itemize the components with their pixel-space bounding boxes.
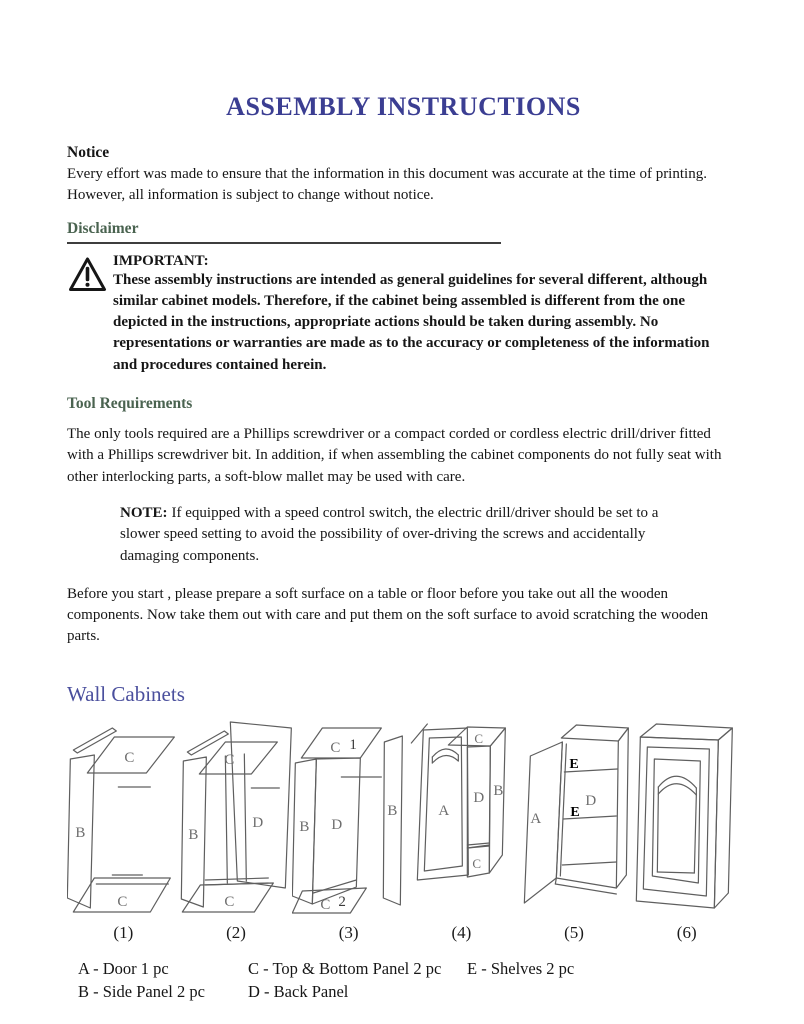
cabinet-diagram-2 bbox=[180, 715, 293, 943]
diagram-caption-3: (3) bbox=[338, 922, 359, 942]
legend-item-d: D - Back Panel bbox=[248, 981, 349, 1001]
page-title: ASSEMBLY INSTRUCTIONS bbox=[226, 92, 581, 121]
assembly-diagram-row bbox=[67, 715, 743, 943]
svg-text:D: D bbox=[331, 816, 343, 833]
parts-legend bbox=[78, 959, 740, 1002]
diagram-caption-6: (6) bbox=[676, 922, 697, 942]
tool-requirements-body: The only tools required are a Phillips screwdriver or a compact corded or cordless electric drill/driver fitted with a Phillips screwdriver bit. In addition, if when assembling the cabinet components do not fully seat with other interlocking parts, a soft-blow mallet may be used with care. bbox=[67, 426, 722, 485]
svg-text:C: C bbox=[320, 896, 331, 913]
important-label: IMPORTANT: bbox=[113, 252, 209, 269]
warning-triangle-icon bbox=[67, 253, 113, 376]
diagram-caption-4: (4) bbox=[451, 922, 472, 942]
svg-text:C: C bbox=[330, 739, 341, 756]
before-start-paragraph: Before you start , please prepare a soft surface on a table or floor before you take out all the wooden components. Now take them out with care and put them on the soft surface to avoid scratching the wooden parts. bbox=[67, 585, 709, 645]
cabinet-diagram-5 bbox=[518, 715, 631, 943]
svg-text:E: E bbox=[569, 756, 579, 772]
svg-text:B: B bbox=[75, 824, 86, 841]
disclaimer-heading: Disclaimer bbox=[67, 219, 139, 237]
diagram-caption-5: (5) bbox=[564, 922, 584, 942]
notice-heading: Notice bbox=[67, 144, 110, 161]
cabinet-illustration-4 bbox=[405, 715, 518, 915]
svg-text:2: 2 bbox=[338, 893, 347, 910]
svg-text:B: B bbox=[188, 826, 199, 843]
tool-requirements-section bbox=[67, 395, 740, 567]
svg-text:A: A bbox=[530, 810, 541, 827]
cabinet-illustration-1 bbox=[67, 715, 180, 915]
cabinet-diagram-1 bbox=[67, 715, 180, 943]
cabinet-diagram-6 bbox=[630, 715, 743, 943]
svg-text:B: B bbox=[387, 802, 398, 819]
cabinet-illustration-2 bbox=[180, 715, 293, 915]
wall-cabinets-section bbox=[67, 682, 740, 1002]
legend-item-c: C - Top & Bottom Panel 2 pc bbox=[248, 958, 442, 978]
svg-text:C: C bbox=[472, 855, 482, 871]
note-paragraph bbox=[120, 503, 666, 567]
svg-text:B: B bbox=[493, 782, 504, 799]
svg-text:B: B bbox=[299, 818, 310, 835]
diagram-caption-2: (2) bbox=[226, 922, 246, 942]
note-label: NOTE: bbox=[120, 504, 168, 521]
legend-item-b: B - Side Panel 2 pc bbox=[78, 981, 205, 1001]
important-content bbox=[113, 253, 737, 376]
disclaimer-section bbox=[67, 220, 740, 376]
cabinet-diagram-3 bbox=[292, 715, 405, 943]
disclaimer-body: These assembly instructions are intended as general guidelines for several different, although similar cabinet models. Therefore, if the cabinet being assembled is different from the one depicted in the instructions, appropriate actions should be taken during assembly. No representations or warranties are made as to the accuracy or completeness of the information and procedures contained herein. bbox=[113, 271, 710, 373]
svg-text:D: D bbox=[252, 814, 263, 831]
svg-text:C: C bbox=[224, 893, 235, 910]
notice-section bbox=[67, 144, 740, 207]
svg-text:E: E bbox=[570, 804, 580, 820]
svg-text:C: C bbox=[117, 893, 128, 910]
svg-text:C: C bbox=[124, 749, 135, 766]
legend-item-a: A - Door 1 pc bbox=[78, 958, 169, 978]
svg-text:A: A bbox=[438, 802, 450, 819]
svg-text:D: D bbox=[585, 792, 596, 809]
cabinet-diagram-4 bbox=[405, 715, 518, 943]
cabinet-illustration-3 bbox=[292, 715, 405, 915]
diagram-caption-1: (1) bbox=[113, 922, 134, 942]
disclaimer-heading-rule bbox=[67, 220, 501, 244]
wall-cabinets-heading: Wall Cabinets bbox=[67, 681, 185, 706]
notice-body: Every effort was made to ensure that the information in this document was accurate at the time of printing. However, all information is subject to change without notice. bbox=[67, 166, 707, 204]
svg-text:C: C bbox=[474, 730, 484, 746]
note-body: If equipped with a speed control switch, the electric drill/driver should be set to a slower speed setting to avoid the possibility of over-driving the screws and accidentally damaging components. bbox=[120, 504, 659, 564]
important-block bbox=[67, 253, 740, 376]
svg-text:C: C bbox=[224, 751, 235, 768]
cabinet-illustration-5 bbox=[518, 715, 631, 915]
tool-requirements-heading: Tool Requirements bbox=[67, 395, 193, 413]
svg-text:D: D bbox=[473, 789, 485, 806]
svg-text:1: 1 bbox=[349, 736, 358, 753]
legend-item-e: E - Shelves 2 pc bbox=[467, 958, 575, 978]
cabinet-illustration-6 bbox=[630, 715, 743, 915]
